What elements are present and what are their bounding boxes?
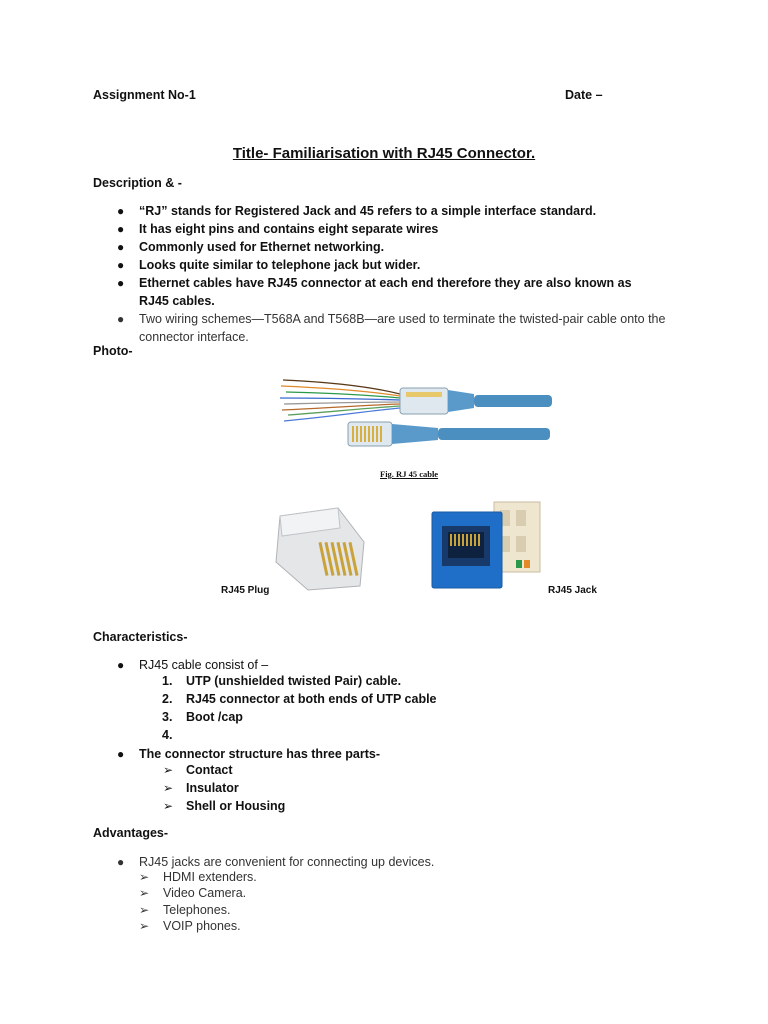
description-bullet-4: Looks quite similar to telephone jack but wider. [139, 258, 421, 272]
advantages-bullet: RJ45 jacks are convenient for connecting up devices. [139, 855, 435, 869]
list-text: HDMI extenders. [163, 870, 257, 884]
arrow-bullet-icon: ➢ [139, 903, 150, 917]
list-item: ● RJ45 jacks are convenient for connecting up devices. [0, 853, 768, 871]
page-title: Title- Familiarisation with RJ45 Connector. [232, 145, 536, 162]
list-item: ● Looks quite similar to telephone jack but wider. [0, 256, 768, 274]
advantages-heading: Advantages- [93, 826, 169, 840]
list-text: VOIP phones. [163, 919, 241, 933]
arrow-bullet-icon: ➢ [139, 870, 150, 884]
list-item: ● It has eight pins and contains eight separate wires [0, 220, 768, 238]
date-field: Date – [565, 88, 603, 102]
list-item [0, 674, 768, 692]
list-item [0, 903, 768, 920]
rj45-cable-image [278, 368, 553, 468]
list-text: Telephones. [163, 903, 231, 917]
list-item: ● “RJ” stands for Registered Jack and 45 refers to a simple interface standard. [0, 202, 768, 220]
rj45-plug-image [268, 502, 368, 594]
list-text: RJ45 connector at both ends of UTP cable [186, 692, 437, 706]
arrow-bullet-icon: ➢ [139, 886, 150, 900]
assignment-number: Assignment No-1 [93, 88, 196, 102]
list-item: ● The connector structure has three parts- [0, 745, 768, 763]
list-item [0, 763, 768, 781]
arrow-bullet-icon: ➢ [139, 919, 150, 933]
list-item [0, 799, 768, 817]
characteristics-bullet-1: RJ45 cable consist of – [139, 658, 269, 672]
list-text: UTP (unshielded twisted Pair) cable. [186, 674, 402, 688]
arrow-bullet-icon: ➢ [163, 799, 174, 813]
characteristics-bullet-2: The connector structure has three parts- [139, 747, 381, 761]
rj45-jack-image [428, 498, 546, 594]
cable-figure-caption: Fig. RJ 45 cable [380, 469, 439, 479]
description-bullet-3: Commonly used for Ethernet networking. [139, 240, 385, 254]
description-bullet-5: Ethernet cables have RJ45 connector at each end therefore they are also known as RJ45 cables. [139, 276, 632, 308]
list-number: 4. [162, 728, 173, 742]
list-item [0, 692, 768, 710]
list-item [0, 728, 768, 746]
list-item: ● RJ45 cable consist of – [0, 656, 768, 674]
list-text: Video Camera. [163, 886, 247, 900]
characteristics-heading: Characteristics- [93, 630, 188, 644]
list-text: Shell or Housing [186, 799, 286, 813]
description-bullet-1: “RJ” stands for Registered Jack and 45 refers to a simple interface standard. [139, 204, 597, 218]
rj45-plug-label: RJ45 Plug [221, 585, 270, 596]
list-item [0, 710, 768, 728]
list-item: ● Ethernet cables have RJ45 connector at each end therefore they are also known as RJ45 cables. [0, 274, 768, 310]
list-item [0, 886, 768, 903]
rj45-jack-label: RJ45 Jack [548, 585, 597, 596]
list-text: Insulator [186, 781, 239, 795]
list-number: 3. [162, 710, 173, 724]
list-item [0, 781, 768, 799]
list-item: ● Two wiring schemes—T568A and T568B—are used to terminate the twisted-pair cable onto the connector interface. [0, 310, 768, 346]
arrow-bullet-icon: ➢ [163, 763, 174, 777]
description-bullet-6: Two wiring schemes—T568A and T568B—are used to terminate the twisted-pair cable onto the connector interface. [139, 312, 666, 344]
description-bullet-2: It has eight pins and contains eight separate wires [139, 222, 439, 236]
list-item [0, 870, 768, 887]
list-item: ● Commonly used for Ethernet networking. [0, 238, 768, 256]
description-heading: Description & - [93, 176, 182, 190]
list-number: 1. [162, 674, 173, 688]
list-text: Contact [186, 763, 233, 777]
photo-heading: Photo- [93, 344, 133, 358]
arrow-bullet-icon: ➢ [163, 781, 174, 795]
list-number: 2. [162, 692, 173, 706]
list-text: Boot /cap [186, 710, 243, 724]
list-item [0, 919, 768, 936]
